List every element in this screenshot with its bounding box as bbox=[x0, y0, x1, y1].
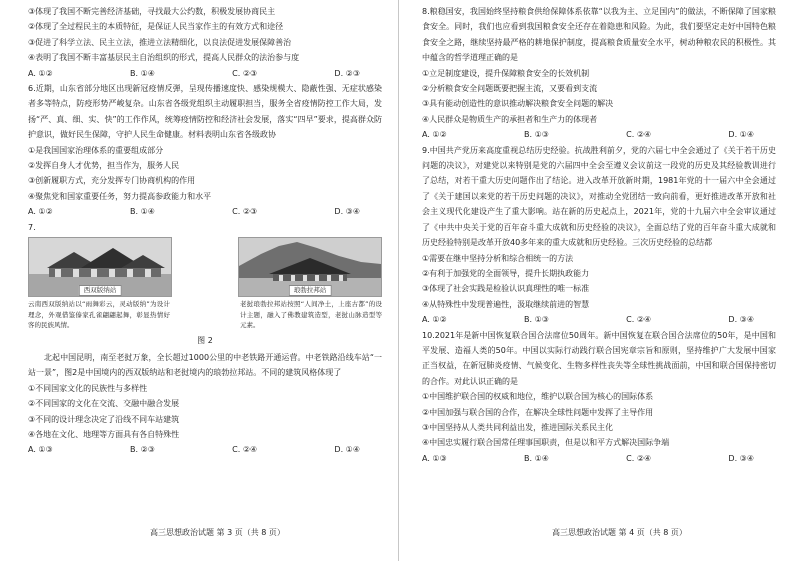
xishuangbanna-description: 云南西双版纳站以“雨舞彩云，灵动版纳”为设计理念，外观借鉴傣家孔雀翩翩起舞，彰显热情好客的民族风情。 bbox=[28, 300, 170, 330]
xishuangbanna-station-caption: 西双版纳站 bbox=[79, 285, 122, 296]
q9-option-d: D. ③④ bbox=[728, 315, 754, 325]
q5-option-b: B. ①④ bbox=[130, 68, 155, 78]
page-divider bbox=[398, 0, 399, 561]
figure-label: 图 2 bbox=[197, 335, 213, 345]
q7-item-2: ②不同国家的文化在交流、交融中融合发展 bbox=[28, 399, 180, 409]
q8-item-1: ①立足制度建设，提升保障粮食安全的长效机制 bbox=[422, 68, 590, 78]
q5-item-3: ③促进了科学立法、民主立法，推进立法精细化，以良法促进发展保障善治 bbox=[28, 37, 292, 47]
q8-options bbox=[422, 127, 776, 142]
q7-item-3: ③不同的设计理念决定了沿线不同车站建筑 bbox=[28, 414, 180, 424]
left-page bbox=[28, 4, 382, 458]
q6-item-1: ①是我国国家治理体系的重要组成部分 bbox=[28, 145, 164, 155]
q10-option-d: D. ③④ bbox=[728, 453, 754, 463]
q10-item-2: ②中国加强与联合国的合作，在解决全球性问题中发挥了主导作用 bbox=[422, 407, 654, 417]
q7-option-d: D. ①④ bbox=[334, 445, 360, 455]
q5-item-1: ③体现了我国不断完善经济基础，寻找最大公约数，积极发展协商民主 bbox=[28, 7, 276, 16]
q10-option-c: C. ②④ bbox=[626, 453, 652, 463]
q8-item-4: ④人民群众是物质生产的承担者和生产力的体现者 bbox=[422, 114, 598, 124]
right-page-footer: 高三思想政治试题 第 4 页（共 8 页） bbox=[552, 528, 687, 537]
q6-option-a: A. ①② bbox=[28, 207, 53, 217]
q9-option-a: A. ①② bbox=[422, 315, 447, 325]
q10-stem: 10.2021年是新中国恢复联合国合法席位50周年。新中国恢复在联合国合法席位的50年，是中国和平发展、造福人类的50年。中国以实际行动践行联合国宪章宗旨和原则，坚持维护广大发展中国家正当权益，在新冠肺炎疫情、气候变化、生物多样性丧失等全球性挑战面前，中国和联合国保持密切的合作。对此认识正确的是 bbox=[422, 330, 776, 386]
q5-options bbox=[28, 66, 382, 81]
q6-option-b: B. ①④ bbox=[130, 207, 155, 217]
q5-option-c: C. ②③ bbox=[232, 68, 258, 78]
q7-option-c: C. ②④ bbox=[232, 445, 258, 455]
q9-option-b: B. ①③ bbox=[524, 315, 549, 325]
q8-item-3: ③具有能动创造性的意识推动解决粮食安全问题的解决 bbox=[422, 99, 614, 109]
q8-item-2: ②分析粮食安全问题既要把握主流，又要看到支流 bbox=[422, 84, 598, 94]
luang-prabang-station-caption: 琅勃拉邦站 bbox=[289, 285, 332, 296]
q8-stem: 8.粮稳国安，我国始终坚持粮食供给保障体系依靠“以我为主、立足国内”的做法，不断保障了国家粮食安全。同时，我们也应看到我国粮食安全还存在着隐患和风险。为此，我们要坚定走好中国特色粮食安全之路，继续坚持最严格的耕地保护制度，提高粮食质量安全水平，树动种粮农民的积极性。其中蕴含的哲学道理正确的是 bbox=[422, 7, 776, 63]
q7-item-4: ④各地在文化、地理等方面具有各自特殊性 bbox=[28, 430, 180, 440]
q9-item-2: ②有利于加强党的全面领导，提升长期执政能力 bbox=[422, 268, 590, 278]
q9-item-4: ④从特殊性中发现普遍性，汲取继续前进的智慧 bbox=[422, 299, 590, 309]
q10-item-1: ①中国维护联合国的权威和地位，维护以联合国为核心的国际体系 bbox=[422, 392, 654, 402]
q6-item-2: ②发挥自身人才优势，担当作为，服务人民 bbox=[28, 161, 180, 171]
q8-option-b: B. ①③ bbox=[524, 130, 549, 140]
q7-item-1: ①不同国家文化的民族性与多样性 bbox=[28, 383, 148, 393]
q5-option-d: D. ②③ bbox=[334, 68, 360, 78]
q9-item-3: ③体现了社会实践是检验认识真理性的唯一标准 bbox=[422, 284, 590, 294]
q5-item-2: ②体现了全过程民主的本质特征，是保证人民当家作主的有效方式和途径 bbox=[28, 22, 284, 32]
q8-option-d: D. ①④ bbox=[728, 130, 754, 140]
q8-option-c: C. ②④ bbox=[626, 130, 652, 140]
q6-stem: 6.近期，山东省部分地区出现新冠疫情反弹，呈现传播速度快、感染规模大、隐蔽性强、无症状感染者多等特点，防疫形势严峻复杂。山东省各级党组织主动履职担当，服务全省疫情防控工作大局，发扬“严、真、细、实、快”的工作作风，统筹疫情防控和经济社会发展，落实“四早”要求，提高群众防护意识，做好民生保障，守护人民生命健康。材料表明山东省各级政协 bbox=[28, 84, 382, 140]
q10-item-3: ③中国坚持从人类共同利益出发，推进国际关系民主化 bbox=[422, 422, 614, 432]
q10-item-4: ④中国忠实履行联合国常任理事国职责，但是以和平方式解决国际争端 bbox=[422, 438, 670, 448]
q5-option-a: A. ①② bbox=[28, 68, 53, 78]
right-page bbox=[422, 4, 776, 466]
q7-options bbox=[28, 442, 382, 457]
q6-options bbox=[28, 204, 382, 219]
luang-prabang-station-photo bbox=[238, 237, 382, 297]
q9-item-1: ①需要在继中坚持分析和综合相统一的方法 bbox=[422, 253, 574, 263]
q7-option-b: B. ②③ bbox=[130, 445, 155, 455]
q9-stem: 9.中国共产党历来高度重视总结历史经验。抗战胜利前夕，党的六届七中全会通过了《关于若干历史问题的决议》，对建党以来特别是党的六届四中全会至遵义会议前这一段党的历史及其经验教训进行了总结，对若干重大历史问题作出了结论。进入改革开放新时期，1981年党的十一届六中全会通过了《关于建国以来党的若干历史问题的决议》，对推动全党团结一致向前看，更好推进改革开放和社会主义现代化建设产生了重大影响。站在新的历史起点上，2021年，党的十九届六中全会审议通过了《中共中央关于党的百年奋斗重大成就和历史经验的决议》，全面总结了党的百年奋斗重大成就和历史经验特别是改革开放40多年来的重大成就和历史经验。三次历史经验的总结都 bbox=[422, 145, 776, 248]
q8-option-a: A. ①② bbox=[422, 130, 447, 140]
q7-figure-descriptions bbox=[28, 299, 382, 331]
q9-options bbox=[422, 312, 776, 327]
q7-number: 7. bbox=[28, 222, 36, 232]
q5-item-4: ④表明了我国不断丰富基层民主自治组织的形式，提高人民群众的法治参与度 bbox=[28, 53, 300, 63]
q6-option-c: C. ②③ bbox=[232, 207, 258, 217]
q10-options bbox=[422, 451, 776, 466]
q7-option-a: A. ①③ bbox=[28, 445, 53, 455]
q7-figure bbox=[28, 237, 382, 297]
xishuangbanna-station-photo bbox=[28, 237, 172, 297]
luang-prabang-description: 老挝琅勃拉邦站按照“人间净土，上座古都”的设计主题，融入了佛教建筑造型，老挝山脉造型等元素。 bbox=[240, 300, 382, 330]
q9-option-c: C. ②④ bbox=[626, 315, 652, 325]
q10-option-a: A. ①③ bbox=[422, 453, 447, 463]
q6-item-3: ③创新履职方式，充分发挥专门协商机构的作用 bbox=[28, 176, 196, 186]
q7-stem: 北起中国昆明，南至老挝万象，全长超过1000公里的中老铁路开通运营。中老铁路沿线车站“一站一景”，图2是中国境内的西双版纳站和老挝境内的琅勃拉邦站。不同的建筑风格体现了 bbox=[28, 353, 382, 378]
left-page-footer: 高三思想政治试题 第 3 页（共 8 页） bbox=[150, 528, 285, 537]
q6-option-d: D. ③④ bbox=[334, 207, 360, 217]
q6-item-4: ④聚焦党和国家重要任务，努力提高参政能力和水平 bbox=[28, 191, 212, 201]
q10-option-b: B. ①④ bbox=[524, 453, 549, 463]
